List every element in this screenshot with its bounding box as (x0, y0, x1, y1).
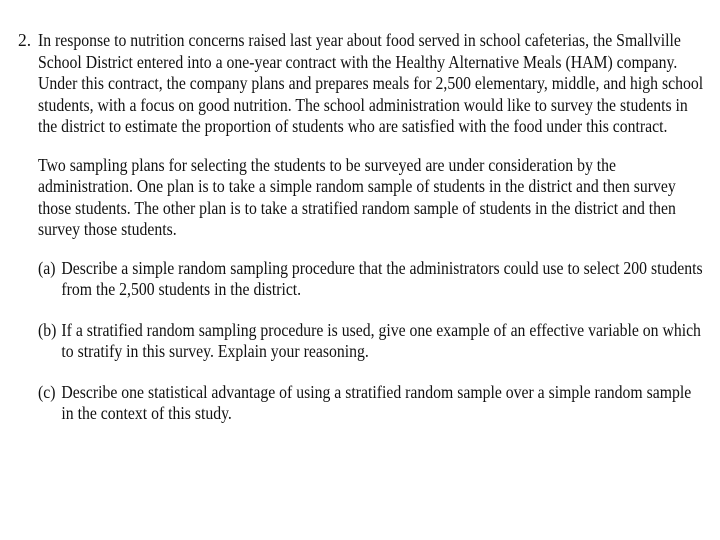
question-2 (18, 30, 704, 444)
part-a (38, 258, 704, 301)
part-c-label: (c) (38, 381, 56, 402)
part-b-label: (b) (38, 319, 57, 340)
question-body (38, 30, 704, 425)
part-a-text: Describe a simple random sampling procedure that the administrators could use to select 200 students from the 2,500 students in the district. (61, 257, 703, 299)
question-number: 2. (18, 30, 32, 50)
part-b-text: If a stratified random sampling procedure is used, give one example of an effective variable on which to stratify in this survey. Explain your reasoning. (61, 319, 701, 361)
part-c (38, 382, 704, 425)
sampling-plans-paragraph: Two sampling plans for selecting the students to be surveyed are under consideration by the administration. One plan is to take a simple random sample of students in the district and then survey those students. The other plan is to take a stratified random sample of students in the district and then survey those students. (38, 154, 676, 239)
part-b (38, 320, 704, 363)
intro-paragraph: In response to nutrition concerns raised last year about food served in school cafeterias, the Smallville School District entered into a one-year contract with the Healthy Alternative Meals (HAM) company. Under this contract, the company plans and prepares meals for 2,500 elementary, middle, and high school students, with a focus on good nutrition. The school administration would like to survey the students in the district to estimate the proportion of students who are satisfied with the food under this contract. (38, 30, 704, 136)
part-c-text: Describe one statistical advantage of using a stratified random sample over a simple random sample in the context of this study. (61, 381, 692, 423)
part-a-label: (a) (38, 257, 56, 278)
